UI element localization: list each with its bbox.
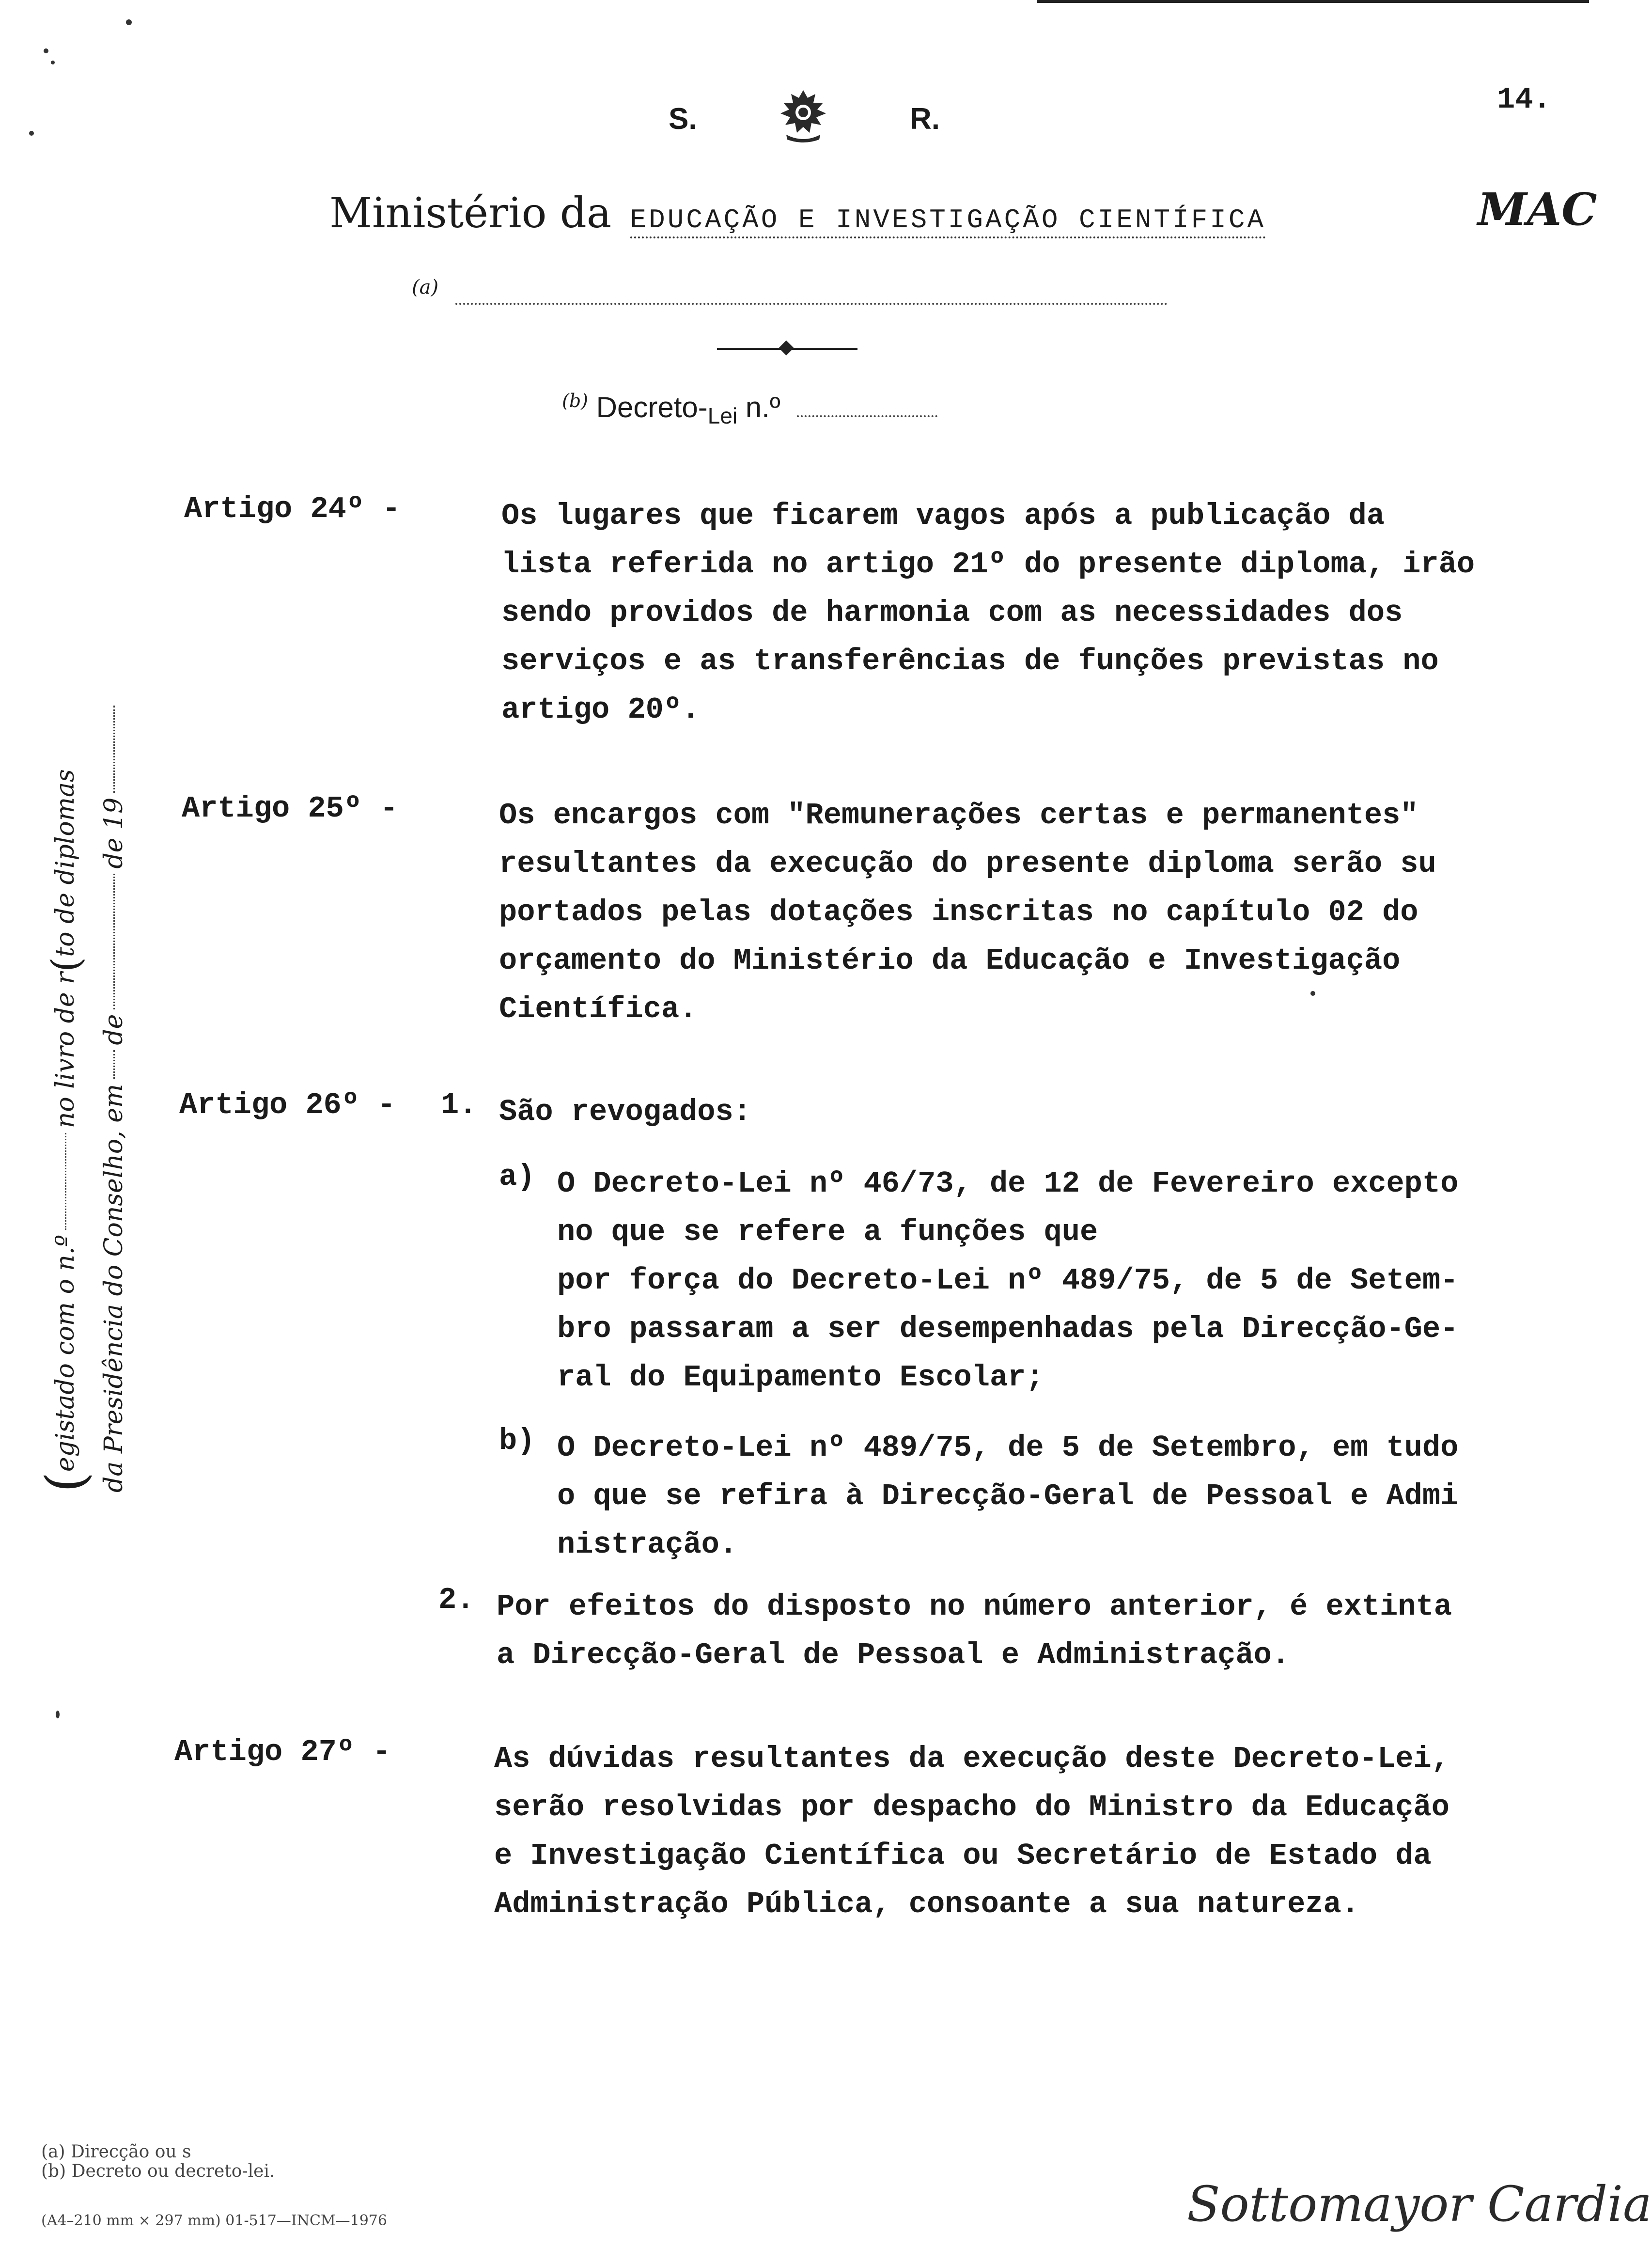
- text-line: no que se refere a funções que: [557, 1215, 1098, 1249]
- emblem-icon: [767, 86, 840, 152]
- scan-speck: [44, 48, 48, 53]
- margin-dots: [113, 706, 115, 793]
- print-info: (A4–210 mm × 297 mm) 01-517—INCM—1976: [41, 2212, 387, 2229]
- text-line: O Decreto-Lei nº 46/73, de 12 de Fevereiro excepto: [557, 1166, 1459, 1201]
- text-line: lista referida no artigo 21º do presente diploma, irão: [501, 547, 1475, 582]
- text-line: Os lugares que ficarem vagos após a publicação da: [501, 499, 1385, 533]
- text-line: por força do Decreto-Lei nº 489/75, de 5 de Setem-: [557, 1263, 1459, 1298]
- margin-initial-r: (: [34, 1472, 96, 1493]
- article-27-text: [494, 1735, 1449, 1929]
- margin-line1-start: egistado com o n.º: [51, 1235, 80, 1472]
- article-27-label: Artigo 27º -: [174, 1735, 391, 1769]
- article-24-label: Artigo 24º -: [184, 492, 401, 526]
- page-number: 14.: [1497, 82, 1551, 117]
- text-line: sendo providos de harmonia com as necessidades dos: [501, 596, 1403, 630]
- text-line: Administração Pública, consoante a sua natureza.: [494, 1887, 1359, 1921]
- article-26-sub-a-text: [557, 1160, 1458, 1402]
- article-24-text: [501, 492, 1475, 734]
- scan-speck: [56, 1711, 60, 1718]
- ministry-prefix: Ministério da: [329, 189, 612, 237]
- text-line: As dúvidas resultantes da execução deste Decreto-Lei,: [494, 1742, 1449, 1776]
- margin-dots: [64, 1133, 66, 1230]
- footnote-a: (a) Direcção ou s: [41, 2142, 191, 2162]
- article-26-item1-text: São revogados:: [499, 1095, 751, 1129]
- text-line: Os encargos com "Remunerações certas e permanentes": [499, 798, 1418, 833]
- text-line: artigo 20º.: [501, 692, 700, 727]
- margin-bracket: (: [43, 957, 88, 972]
- line-a-marker: (a): [412, 276, 439, 299]
- article-25-label: Artigo 25º -: [182, 791, 398, 826]
- article-26-sub-a-marker: a): [499, 1160, 535, 1194]
- text-line: e Investigação Científica ou Secretário de Estado da: [494, 1839, 1432, 1873]
- text-line: Por efeitos do disposto no número anterior, é extinta: [497, 1589, 1452, 1624]
- line-a-blank: [455, 303, 1168, 305]
- margin-line2-start: da Presidência do Conselho, em: [99, 1084, 128, 1493]
- margin-dots: [113, 1050, 115, 1079]
- text-line: Científica.: [499, 992, 698, 1026]
- signature: Sottomayor Cardia: [1187, 2176, 1652, 2233]
- scan-speck: [29, 131, 34, 136]
- margin-line-2: [90, 572, 138, 1493]
- article-25-text: [499, 791, 1436, 1034]
- text-line: a Direcção-Geral de Pessoal e Administração.: [497, 1638, 1290, 1672]
- text-line: O Decreto-Lei nº 489/75, de 5 de Setembro, em tudo: [557, 1431, 1459, 1465]
- article-26-sub-b-text: [557, 1424, 1458, 1569]
- scan-speck: [51, 61, 55, 64]
- article-26-label: Artigo 26º -: [179, 1088, 396, 1122]
- article-26-item1-number: 1.: [441, 1088, 477, 1122]
- text-line: bro passaram a ser desempenhadas pela Direcção-Ge-: [557, 1312, 1459, 1346]
- decreto-marker: (b): [562, 390, 588, 411]
- article-26-item2-number: 2.: [438, 1583, 475, 1617]
- ministry-department: EDUCAÇÃO E INVESTIGAÇÃO CIENTÍFICA: [630, 204, 1266, 238]
- margin-dots: [113, 874, 115, 1009]
- scan-speck: [126, 19, 132, 25]
- ministry-title: [329, 189, 1323, 237]
- text-line: resultantes da execução do presente diploma serão su: [499, 847, 1436, 881]
- margin-line-1: [34, 572, 96, 1493]
- decreto-suffix: n.º: [745, 391, 780, 424]
- decreto-lei: Lei: [707, 403, 738, 428]
- margin-line2-mid: de: [99, 1014, 128, 1045]
- margin-line1-mid: no livro de r: [51, 972, 80, 1129]
- r-letter: R.: [910, 102, 940, 136]
- scan-speck: [1310, 991, 1315, 996]
- text-line: portados pelas dotações inscritas no capítulo 02 do: [499, 895, 1418, 929]
- margin-line1-end: to de diplomas: [51, 769, 80, 957]
- text-line: orçamento do Ministério da Educação e Investigação: [499, 943, 1401, 978]
- decreto-number-blank: [797, 415, 937, 417]
- margin-line2-end: de 19: [99, 797, 128, 869]
- margin-registration-note: [34, 572, 145, 1493]
- handwritten-initials: MAC: [1478, 183, 1597, 236]
- text-line: ral do Equipamento Escolar;: [557, 1360, 1044, 1395]
- article-26-sub-b-marker: b): [499, 1424, 535, 1458]
- footnote-b: (b) Decreto ou decreto-lei.: [41, 2161, 275, 2181]
- decreto-prefix: Decreto: [596, 391, 698, 424]
- text-line: serão resolvidas por despacho do Ministro da Educação: [494, 1790, 1449, 1824]
- s-letter: S.: [669, 102, 697, 136]
- top-rule: [1037, 0, 1589, 3]
- text-line: nistração.: [557, 1527, 738, 1562]
- text-line: o que se refira à Direcção-Geral de Pessoal e Admi: [557, 1479, 1459, 1513]
- article-26-item2-text: [497, 1583, 1452, 1680]
- diamond-icon: [779, 340, 794, 355]
- text-line: serviços e as transferências de funções previstas no: [501, 644, 1439, 678]
- decreto-line: $^{(b)}$ Decreto-$_{Lei}$ n.º: [562, 390, 937, 429]
- state-header: [669, 90, 940, 148]
